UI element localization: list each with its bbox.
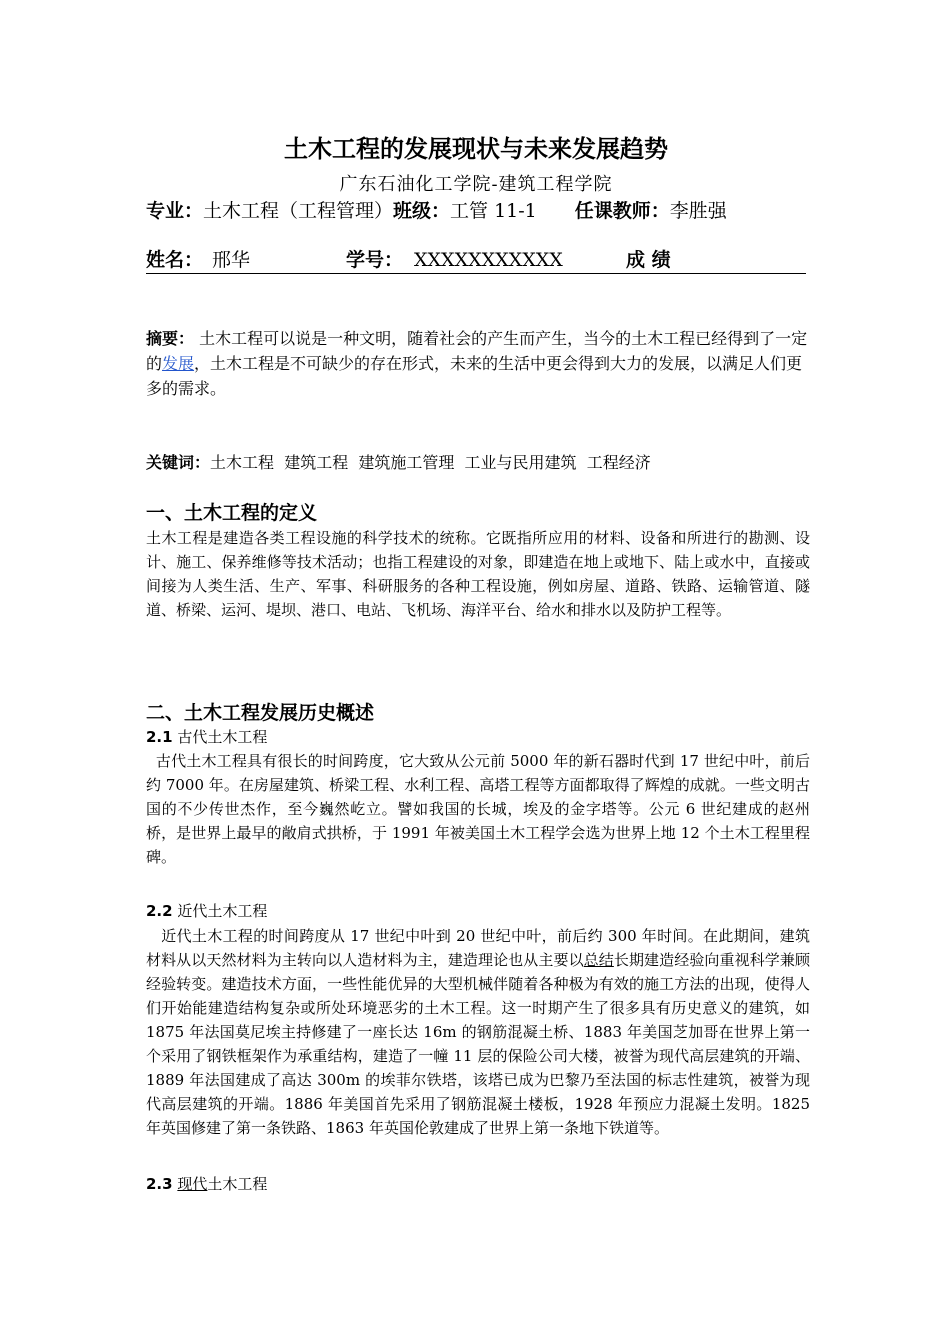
name-value: 邢华 <box>212 249 251 271</box>
section2-heading: 二、土木工程发展历史概述 <box>146 702 375 724</box>
section1-heading: 一、土木工程的定义 <box>146 502 318 524</box>
major-label: 专业： <box>146 200 204 222</box>
section22-text <box>146 924 815 1140</box>
keywords <box>146 451 806 475</box>
abstract-label: 摘要： <box>146 329 195 348</box>
name-label: 姓名： <box>146 249 204 271</box>
keywords-label: 关键词： <box>146 453 211 472</box>
section23-number: 2.3 <box>146 1175 173 1193</box>
section21-number: 2.1 <box>146 728 173 746</box>
document-subtitle: 广东石油化工学院-建筑工程学院 <box>339 174 613 195</box>
section23-heading <box>146 1173 267 1195</box>
section22-text-2: 长期建造经验向重视科学兼顾经验转变。建造技术方面，一些性能优异的大型机械伴随着各种极为有效的施工方法的出现，使得人们开始能建造结构复杂或所处环境恶劣的土木工程。这一时期产生了很多具有历史意义的建筑，如 1875 年法国莫尼埃主持修建了一座长达 16m 的钢筋混凝土桥、1883 年美国芝加哥在世界上第一个采用了钢铁框架作为承重结构，建造了一幢 11 层的保险公司大楼，被誉为现代高层建筑的开端、1889 年法国建成了高达 300m 的埃菲尔铁塔，该塔已成为巴黎乃至法国的标志性建筑，被誉为现代高层建筑的开端。1886 年美国首先采用了钢筋混凝土楼板，1928 年预应力混凝土发明。1825 年英国修建了第一条铁路、1863 年英国伦敦建成了世界上第一条地下铁道等。 <box>146 951 815 1137</box>
abstract-link[interactable]: 发展 <box>162 354 195 373</box>
info-line-student <box>146 247 806 274</box>
abstract-text-1: 土木工程可以说是一种文明，随着社会的产生而产生，当今的土木工程已经得到了一定的 <box>146 329 808 373</box>
teacher-value: 李胜强 <box>669 200 727 222</box>
major-value: 土木工程（工程管理） <box>203 200 394 222</box>
section1-text: 土木工程是建造各类工程设施的科学技术的统称。它既指所应用的材料、设备和所进行的勘测、设计、施工、保养维修等技术活动；也指工程建设的对象，即建造在地上或地下、陆上或水中，直接或间接为人类生活、生产、军事、科研服务的各种工程设施，例如房屋、道路、铁路、运输管道、隧道、桥梁、运河、堤坝、港口、电站、飞机场、海洋平台、给水和排水以及防护工程等。 <box>146 529 810 619</box>
section23-title: 土木工程 <box>207 1175 268 1193</box>
keywords-text: 土木工程 建筑工程 建筑施工管理 工业与民用建筑 工程经济 <box>210 453 651 472</box>
teacher-label: 任课教师： <box>574 200 670 222</box>
section22-number: 2.2 <box>146 902 173 920</box>
document-title: 土木工程的发展现状与未来发展趋势 <box>284 135 668 163</box>
section22-underlined[interactable]: 总结 <box>583 951 614 969</box>
score-label: 成 绩 <box>626 249 671 271</box>
abstract <box>146 326 810 401</box>
section22-title: 近代土木工程 <box>177 902 268 920</box>
id-label: 学号： <box>346 249 404 271</box>
abstract-text-2: ，土木工程是不可缺少的存在形式，未来的生活中更会得到大力的发展，以满足人们更多的需求。 <box>146 354 803 398</box>
class-value: 工管 11-1 <box>450 200 537 222</box>
section21-title: 古代土木工程 <box>177 728 268 746</box>
section21-heading <box>146 726 267 748</box>
section21-text: 古代土木工程具有很长的时间跨度，它大致从公元前 5000 年的新石器时代到 17 世纪中叶，前后约 7000 年。在房屋建筑、桥梁工程、水利工程、高塔工程等方面都取得了辉煌的成就。一些文明古国的不少传世杰作，至今巍然屹立。譬如我国的长城，埃及的金字塔等。公元 6 世纪建成的赵州桥，是世界上最早的敞肩式拱桥，于 1991 年被美国土木工程学会选为世界上地 12 个土木工程里程碑。 <box>146 752 810 866</box>
class-label: 班级： <box>393 200 451 222</box>
info-line-major <box>146 199 806 224</box>
id-value: XXXXXXXXXXX <box>414 249 563 271</box>
section23-link[interactable]: 现代 <box>177 1175 208 1193</box>
section22-text-1: 近代土木工程的时间跨度从 17 世纪中叶到 20 世纪中叶，前后约 300 年时间。在此期间，建筑材料从以天然材料为主转向以人造材料为主，建造理论也从主要以 <box>146 927 810 969</box>
section22-heading <box>146 900 267 922</box>
